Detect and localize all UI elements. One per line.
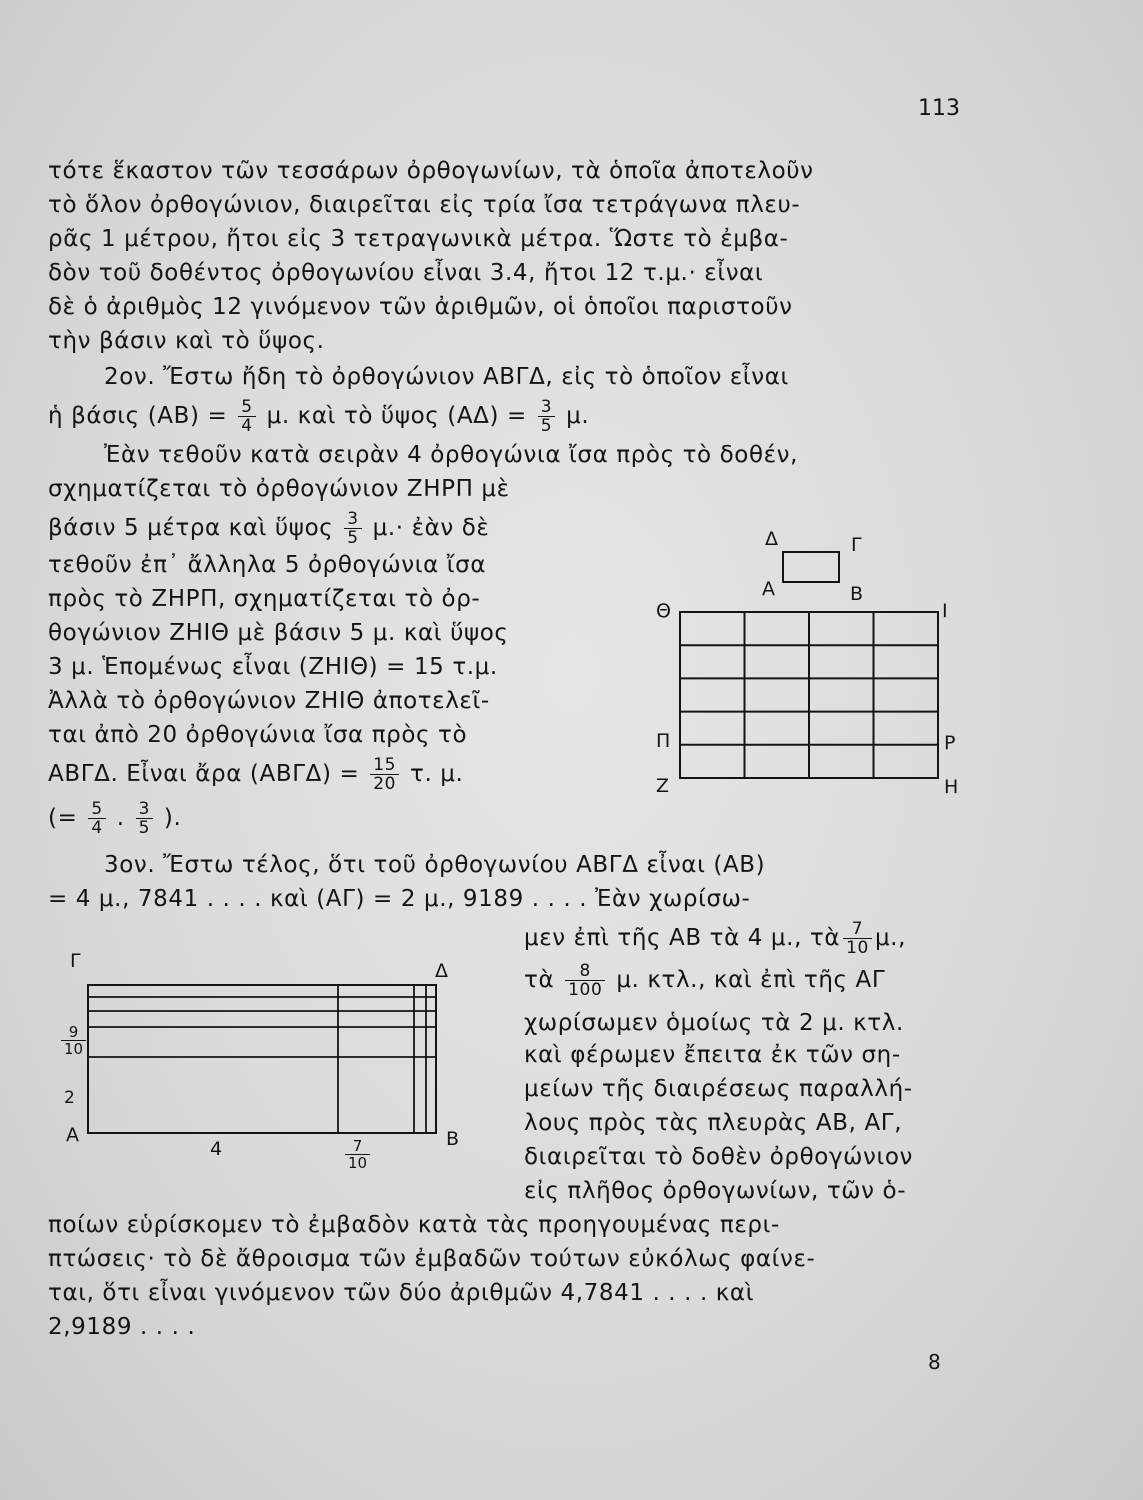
- numerator: 5: [238, 398, 255, 417]
- label: Π: [656, 730, 671, 752]
- fraction: [843, 920, 872, 957]
- denominator: 20: [373, 774, 397, 794]
- denominator: 4: [91, 818, 103, 838]
- fraction-label: [342, 1138, 373, 1171]
- label: Α: [762, 578, 775, 600]
- denominator: 10: [348, 1154, 368, 1172]
- text-line: 2,9189 . . . .: [48, 1314, 196, 1340]
- numerator: 7: [843, 920, 872, 939]
- label: Β: [446, 1128, 460, 1150]
- text-line: διαιρεῖται τὸ δοθὲν ὀρθογώνιον: [524, 1144, 913, 1170]
- text-line: καὶ φέρωμεν ἔπειτα ἐκ τῶν ση-: [524, 1042, 901, 1068]
- text-line-with-fraction: [524, 962, 885, 999]
- text-segment: μ.,: [874, 925, 906, 951]
- text-line: Ἐὰν τεθοῦν κατὰ σειρὰν 4 ὀρθογώνια ἴσα πρὸς τὸ δοθέν,: [104, 442, 799, 468]
- text-line: δὸν τοῦ δοθέντος ὀρθογωνίου εἶναι 3.4, ἤτοι 12 τ.μ.· εἶναι: [48, 260, 764, 286]
- label: Ζ: [656, 775, 670, 797]
- fraction: [61, 1024, 86, 1057]
- label: Γ: [70, 950, 81, 972]
- numerator: 15: [370, 756, 399, 775]
- fraction: [136, 800, 153, 837]
- label: Η: [944, 776, 959, 798]
- text-line-with-fraction: [524, 920, 906, 957]
- text-segment: ).: [163, 805, 182, 831]
- fraction: [538, 398, 555, 435]
- fraction: [344, 510, 361, 547]
- text-line: 3ον. Ἔστω τέλος, ὅτι τοῦ ὀρθογωνίου ΑΒΓΔ εἶναι (ΑΒ): [104, 852, 766, 878]
- text-line: λους πρὸς τὰς πλευρὰς ΑΒ, ΑΓ,: [524, 1110, 903, 1136]
- label: Β: [850, 583, 864, 605]
- text-line: Ἀλλὰ τὸ ὀρθογώνιον ΖΗΙΘ ἀποτελεῖ-: [48, 688, 490, 714]
- text-line: πτώσεις· τὸ δὲ ἄθροισμα τῶν ἐμβαδῶν τούτων εὐκόλως φαίνε-: [48, 1246, 816, 1272]
- text-line: θογώνιον ΖΗΙΘ μὲ βάσιν 5 μ. καὶ ὕψος: [48, 620, 509, 646]
- label: Ι: [942, 600, 948, 622]
- text-line-with-fraction: [48, 756, 463, 793]
- text-line-with-fraction: [48, 510, 489, 547]
- text-segment: .: [116, 805, 125, 831]
- text-segment: βάσιν 5 μέτρα καὶ ὕψος: [48, 515, 334, 541]
- numerator: 3: [344, 510, 361, 529]
- text-line: εἰς πλῆθος ὀρθογωνίων, τῶν ὁ-: [524, 1178, 907, 1204]
- text-line: πρὸς τὸ ΖΗΡΠ, σχηματίζεται τὸ ὀρ-: [48, 586, 481, 612]
- text-line: τὸ ὅλον ὀρθογώνιον, διαιρεῖται εἰς τρία ἴσα τετράγωνα πλευ-: [48, 192, 801, 218]
- outer-rectangle: [88, 985, 436, 1133]
- fraction: [370, 756, 399, 793]
- label: Ρ: [944, 732, 956, 754]
- text-segment: τ. μ.: [410, 761, 464, 787]
- text-segment: (=: [48, 805, 78, 831]
- text-segment: μ. καὶ τὸ ὕψος (ΑΔ) =: [266, 403, 527, 429]
- denominator: 4: [241, 416, 253, 436]
- denominator: 10: [846, 938, 869, 958]
- small-rectangle: [783, 552, 839, 582]
- text-line: ται ἀπὸ 20 ὀρθογώνια ἴσα πρὸς τὸ: [48, 722, 468, 748]
- text-line-with-fraction: [48, 800, 181, 837]
- label: Δ: [765, 528, 778, 550]
- text-line: ται, ὅτι εἶναι γινόμενον τῶν δύο ἀριθμῶν 4,7841 . . . . καὶ: [48, 1280, 755, 1306]
- text-segment: μ.· ἐὰν δὲ: [372, 515, 490, 541]
- text-line: μείων τῆς διαιρέσεως παραλλή-: [524, 1076, 913, 1102]
- denominator: 5: [138, 818, 150, 838]
- denominator: 100: [568, 980, 603, 1000]
- text-line: τεθοῦν ἐπ᾽ ἄλληλα 5 ὀρθογώνια ἴσα: [48, 552, 487, 578]
- grid-lines: [680, 612, 938, 778]
- numerator: 8: [565, 962, 605, 981]
- text-line: ρᾶς 1 μέτρου, ἤτοι εἰς 3 τετραγωνικὰ μέτρα. Ὥστε τὸ ἐμβα-: [48, 226, 789, 252]
- denominator: 5: [347, 528, 359, 548]
- label: Γ: [851, 534, 862, 556]
- fraction: [238, 398, 255, 435]
- text-line: δὲ ὁ ἀριθμὸς 12 γινόμενον τῶν ἀριθμῶν, οἱ ὁποῖοι παριστοῦν: [48, 294, 793, 320]
- page-number: 113: [918, 96, 960, 121]
- text-line: = 4 μ., 7841 . . . . καὶ (ΑΓ) = 2 μ., 9189 . . . . Ἐὰν χωρίσω-: [48, 886, 751, 912]
- label: Θ: [656, 600, 671, 622]
- signature-number: 8: [928, 1350, 941, 1374]
- label: 4: [210, 1138, 223, 1160]
- label: 2: [64, 1088, 75, 1108]
- fraction: [565, 962, 605, 999]
- text-line: τότε ἕκαστον τῶν τεσσάρων ὀρθογωνίων, τὰ ὁποῖα ἀποτελοῦν: [48, 158, 814, 184]
- fraction: [88, 800, 105, 837]
- figure-subdivided-rectangle: [80, 975, 460, 1135]
- text-line: σχηματίζεται τὸ ὀρθογώνιον ΖΗΡΠ μὲ: [48, 476, 510, 502]
- numerator: 5: [88, 800, 105, 819]
- text-segment: τὰ: [524, 967, 555, 993]
- text-line: τὴν βάσιν καὶ τὸ ὕψος.: [48, 328, 325, 354]
- text-segment: μ.: [566, 403, 590, 429]
- numerator: 3: [136, 800, 153, 819]
- text-segment: ΑΒΓΔ. Εἶναι ἄρα (ΑΒΓΔ) =: [48, 761, 360, 787]
- label: Δ: [435, 960, 448, 982]
- text-segment: μ. κτλ., καὶ ἐπὶ τῆς ΑΓ: [616, 967, 886, 993]
- text-segment: ἡ βάσις (ΑΒ) =: [48, 403, 228, 429]
- denominator: 10: [64, 1040, 84, 1058]
- text-segment: μεν ἐπὶ τῆς ΑΒ τὰ 4 μ., τὰ: [524, 925, 841, 951]
- text-line-with-fraction: [48, 398, 589, 435]
- figure-grid-diagram: [640, 530, 960, 800]
- numerator: 9: [61, 1024, 86, 1041]
- text-line: χωρίσωμεν ὁμοίως τὰ 2 μ. κτλ.: [524, 1010, 904, 1036]
- fraction: [345, 1138, 370, 1171]
- text-line: 3 μ. Ἑπομένως εἶναι (ΖΗΙΘ) = 15 τ.μ.: [48, 654, 498, 680]
- numerator: 3: [538, 398, 555, 417]
- fraction-label: [58, 1024, 89, 1057]
- text-line: ποίων εὑρίσκομεν τὸ ἐμβαδὸν κατὰ τὰς προηγουμένας περι-: [48, 1212, 780, 1238]
- denominator: 5: [540, 416, 553, 436]
- text-line: 2ον. Ἔστω ἤδη τὸ ὀρθογώνιον ΑΒΓΔ, εἰς τὸ ὁποῖον εἶναι: [104, 364, 789, 390]
- label: Α: [66, 1124, 79, 1146]
- numerator: 7: [345, 1138, 370, 1155]
